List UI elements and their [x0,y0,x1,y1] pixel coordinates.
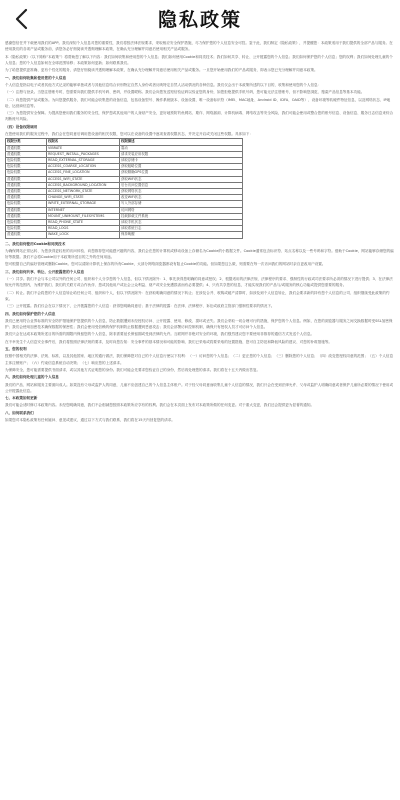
table-cell: 普通权限 [6,213,47,219]
table-cell: ACCESS_WIFI_STATE [47,176,120,182]
table-cell: 危险权限 [6,226,47,232]
section-paragraph: 您可根据自己的偏好管理或删除Cookie。您可以清除计算机上保存的所有Cookie，大部分网络浏览器都设有阻止Cookie的功能。但如果您这么做，则需要在每一次访问我们的网站时亲自更改用户设置。 [5,262,326,267]
section-heading: 五、您的权利 [5,347,27,352]
table-cell: 挂载卸载文件系统 [120,213,243,219]
table-cell: READ_EXTERNAL_STORAGE [47,157,120,163]
section-paragraph: 为确保网站正常运转、为您获得更轻松的访问体验、向您推荐您可能感兴趣的内容，我们会在您的计算机或移动设备上存储名为Cookie的小数据文件。Cookie通常包含标识符、站点名称以及一些号码和字符。借助于Cookie，网站能够存储您的偏好等数据。我们不会将Cookie用于本政策所述目的之外的任何用途。 [5,248,394,259]
table-cell: 访问网络 [120,207,243,213]
section-paragraph: （三）为您提供安全保障。为提高您使用我们服务的安全性，保护您或其他用户的人身财产安全，更好地预防钓鱼网站、欺诈、网络漏洞、计算机病毒、网络攻击等安全风险，我们可能会使用或整合您的账号信息、设备信息、服务日志信息来综合判断账号风险。 [5,111,394,122]
section-paragraph: （二）转让。我们不会将您的个人信息转让给任何公司、组织和个人，但以下情况除外：在获取明确同意的情况下转让；在涉及合并、收购或破产清算时，如涉及到个人信息转让，我们会要求新的持有您个人信息的公司、组织继续受此政策的约束。 [5,290,390,301]
table-cell: CHANGE_WIFI_STATE [47,195,120,201]
table-cell: 危险权限 [6,219,47,225]
table-cell: 获取WiFi状态 [120,176,243,182]
section-paragraph: 我们可能会适时修订本政策内容。未经您明确同意，我们不会削减您按照本政策所应享有的权利。我们会在本页面上发布对本政策所做的任何变更。对于重大变更，我们还会提供更为显著的通知。 [5,403,315,408]
intro-paragraph: 本《隐私政策》（以下简称“本政策”）将帮助您了解以下内容：我们如何收集和使用您的个人信息；我们如何使用Cookie和同类技术；我们如何共享、转让、公开披露您的个人信息；我们如何保护您的个人信息；您的权利；我们如何处理儿童的个人信息；您的个人信息如何在全球范围转移；本政策如何更新；如何联系我们。 [5,54,393,65]
section-permissions [5,124,395,137]
table-cell: 普通权限 [6,151,47,157]
section-heading: 七、本政策如何更新 [5,396,38,401]
table-cell: 请求安装应用权限 [120,151,243,157]
column-header: 权限描述 [120,139,243,145]
section-paragraph: 如果您对本隐私政策有任何疑问、意见或建议，通过以下方式与我们联系，我们将在15天内回复您的请求。 [5,417,175,422]
table-cell: ACCESS_FINE_LOCATION [47,170,120,176]
table-cell: READ_PHONE_STATE [47,219,120,225]
section-heading: 三、我们如何共享、转让、公开披露您的个人信息 [5,269,85,274]
intro-paragraph: 感谢您信任并下载使用我们的APP。我们深知个人信息对您的重要性，我们将按法律法规要求，采取相应安全保护措施，尽力保护您的个人信息安全可控。鉴于此，我们制定《隐私政策》，并提醒您：本政策适用于我们提供的全部产品与服务。在使用我们的各项产品或服务前，请您务必仔细阅读并透彻理解本政策，在确认充分理解并同意后使用相关产品或服务。 [5,41,393,52]
section-heading: 八、如何联系我们 [5,410,34,415]
table-cell: 普通权限 [6,176,47,182]
table-cell: 读取手机状态 [120,219,243,225]
section-paragraph: 我们只会在达成本政策所述目的所需的期限内保留您的个人信息，除非需要延长保留期或受到法律的允许。互联网并非绝对安全的环境，我们强烈建议您不要使用非推荐的通信方式发送个人信息。 [5,332,315,337]
table-cell: 普通权限 [6,232,47,238]
table-cell: WAKE_LOCK [47,232,120,238]
section-heading: （四）设备权限调用 [5,124,38,129]
table-cell: WRITE_EXTERNAL_STORAGE [47,201,120,207]
section-heading: 四、我们如何保护您的个人信息 [5,311,56,316]
section-paragraph: （一）注册与登录。当您注册账号时，您需要向我们提供手机号码、密码，并设置昵称。我们会向您发送短信验证码以验证您的身份，如您拒绝提供手机号码，您可能无法注册账号，但不影响您浏览、搜索产品信息等基本功能。 [5,90,365,95]
intro-paragraph: 为了给您提供更准确、更有个性化的服务，请您仔细阅读并透彻理解本政策，在确认充分理解并同意后使用相关产品或服务。一旦您开始使用我们的产品或服务，即表示您已充分理解并同意本政策。 [5,68,318,73]
remaining-sections [5,241,395,424]
page-title: 隐私政策 [157,9,242,31]
table-cell: 危险权限 [6,170,47,176]
table-cell: 保持唤醒 [120,232,243,238]
section-heading: 一、我们如何收集和使用您的个人信息 [5,75,67,80]
section-paragraph: （一）共享。我们不会与本公司以外的任何公司、组织和个人分享您的个人信息，但以下情况除外：1、事先获得您明确的同意或授权；2、根据适用的法律法规、法律程序的要求、强制性的行政或司法要求所必须的情况下进行提供；3、在法律法规允许的范围内，为维护我们、我们的关联方或合作伙伴、您或其他用户或社会公众利益、财产或安全免遭损害而有必要提供；4、只有共享您的信息，才能实现我们的产品与/或服务的核心功能或提供您需要的服务。 [5,276,393,288]
table-cell: REQUEST_INSTALL_PACKAGES [47,151,120,157]
table-cell: 普通权限 [6,145,47,151]
table-cell: INTERNET [47,207,120,213]
section-heading: 二、我们如何使用Cookie和同类技术 [5,241,66,246]
table-cell: 后台访问位置信息 [120,182,243,188]
permission-table [5,138,243,238]
column-header: 权限名 [47,139,120,145]
table-cell: 危险权限 [6,164,47,170]
table-cell: 普通权限 [6,188,47,194]
table-cell: 普通权限 [6,195,47,201]
table-cell: 获取精确GPS位置 [120,170,243,176]
nav-bar [0,0,400,38]
section-paragraph: 在您使用我们的服务过程中，我们会在您同意后调用您设备的相关权限，您可以在设备的设置中逐项查看权限状态，并决定开启或关闭这些权限。具体如下： [5,131,253,136]
table-cell: 普通权限 [6,182,47,188]
table-cell: 获取粗略位置 [120,164,243,170]
table-cell: 危险权限 [6,157,47,163]
table-cell: MOUNT_UNMOUNT_FILESYSTEMS [47,213,120,219]
section-paragraph: 个人信息是指以电子或者其他方式记录的能够单独或者与其他信息结合识别特定自然人身份或者反映特定自然人活动情况的各种信息。我们仅会出于本政策所述的以下目的，收集和使用您的个人信息： [5,82,322,87]
section-paragraph: 我们的产品、网站和服务主要面向成人。如果没有父母或监护人的同意，儿童不应创建自己的个人信息主体账户。对于经父母同意而收集儿童个人信息的情况，我们只会在受到法律允许、父母或监护人明确同意或者保护儿童所必要的情况下使用或公开披露此信息。 [5,382,394,393]
intro-block [5,40,395,73]
section-paragraph: 我们已使用符合业界标准的安全防护措施保护您提供的个人信息，防止数据遭到未经授权访问、公开披露、使用、修改、损坏或丢失。我们会采取一切合理可行的措施，保护您的个人信息。例如，在您的浏览器与服务之间交换数据时受SSL加密保护；我们会使用加密技术确保数据的保密性；我们会使用受信赖的保护机制防止数据遭到恶意攻击；我们会部署访问控制机制，确保只有授权人员才可访问个人信息。 [5,318,393,329]
section-paragraph: （二）向您提供产品或服务。为向您提供服务，我们可能会收集您的设备信息，包括设备型号、操作系统版本、设备设置、唯一设备标识符（IMEI、MAC地址、Android ID、IDFA、OAID等）、设备环境等软硬件特征信息，以及网络状态、IP地址、运营商信息等。 [5,97,391,108]
section-paragraph: （三）公开披露。我们仅会在以下情况下，公开披露您的个人信息：获得您明确同意后；基于法律的披露：在法律、法律程序、诉讼或政府主管部门强制性要求的情况下。 [5,304,275,309]
table-cell: ACCESS_NETWORK_STATE [47,188,120,194]
table-row [6,232,243,238]
table-cell: 震动 [120,145,243,151]
section-heading: 六、我们如何处理儿童的个人信息 [5,375,59,380]
table-cell: 改变WiFi状态 [120,195,243,201]
table-cell: 普通权限 [6,207,47,213]
table-cell: ACCESS_BACKGROUND_LOCATION [47,182,120,188]
table-cell: 写入外部存储 [120,201,243,207]
section-paragraph: 为保障安全，您可能需要提供书面请求，或以其他方式证明您的身份。我们可能会先要求您验证自己的身份，然后再处理您的请求。我们将在十五天内做出答复。 [5,367,261,372]
section-collection [5,75,395,123]
table-cell: READ_LOGS [47,226,120,232]
policy-content[interactable] [5,40,395,798]
column-header: 权限分类 [6,139,47,145]
table-cell: 获取网络状态 [120,188,243,194]
table-cell: VIBRATE [47,145,120,151]
table-cell: ACCESS_COARSE_LOCATION [47,164,120,170]
table-cell: 读取系统日志 [120,226,243,232]
section-paragraph: 在不幸发生个人信息安全事件后，我们将按照法律法规的要求，及时向您告知：安全事件的基本情况和可能的影响、我们已采取或将要采取的处置措施、您可自主防范和降低风险的建议、对您的补救措施等。 [5,339,333,344]
section-paragraph: 按照中国相关的法律、法规、标准，以及其他国家、地区的通行做法，我们保障您对自己的个人信息行使以下权利：（一）访问您的个人信息；（二）更正您的个人信息；（三）删除您的个人信息；（四）改变您授权同意的范围；（五）个人信息主体注销账户；（六）约束信息系统自动决策；（七）响应您的上述请求。 [5,354,394,365]
table-cell: 读取存储卡 [120,157,243,163]
table-cell: 危险权限 [6,201,47,207]
